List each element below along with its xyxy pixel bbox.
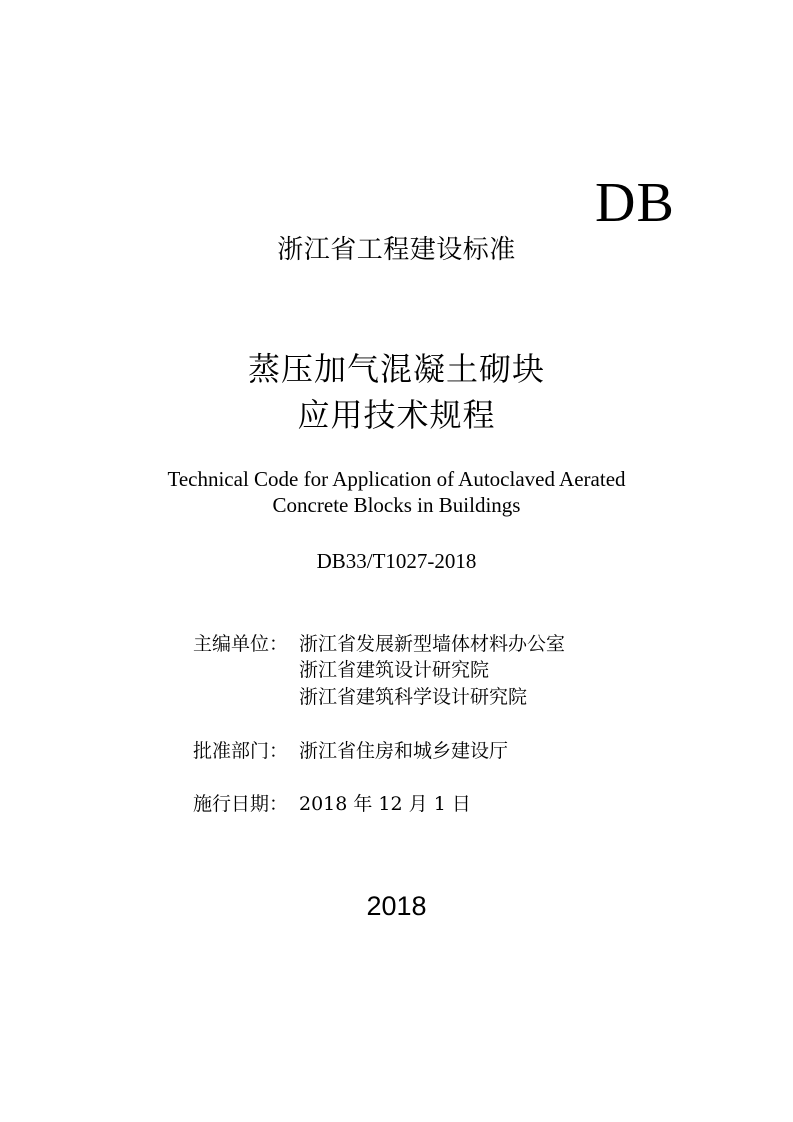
approval-row — [193, 738, 509, 764]
approval-label: 批准部门： — [193, 740, 289, 762]
publication-year: 2018 — [366, 891, 427, 921]
editor-unit-3: 浙江省建筑科学设计研究院 — [299, 686, 528, 708]
standard-series: 浙江省工程建设标准 — [277, 235, 516, 265]
editor-unit-1: 浙江省发展新型墙体材料办公室 — [299, 633, 566, 655]
standard-mark: DB — [595, 172, 675, 234]
title-zh-line-1: 蒸压加气混凝土砌块 — [247, 350, 545, 388]
title-en-line-2: Concrete Blocks in Buildings — [272, 493, 521, 517]
standard-code: DB33/T1027-2018 — [316, 549, 477, 573]
title-zh-line-2: 应用技术规程 — [297, 396, 496, 434]
approval-department: 浙江省住房和城乡建设厅 — [299, 740, 509, 762]
editor-row — [193, 631, 566, 657]
editor-label: 主编单位： — [193, 633, 289, 655]
editor-unit-2: 浙江省建筑设计研究院 — [299, 659, 490, 681]
effective-date: 2018 年 12 月 1 日 — [299, 793, 471, 815]
effective-date-row — [193, 791, 471, 817]
title-en-line-1: Technical Code for Application of Autoclaved Aerated — [167, 467, 626, 491]
effective-date-label: 施行日期： — [193, 793, 289, 815]
